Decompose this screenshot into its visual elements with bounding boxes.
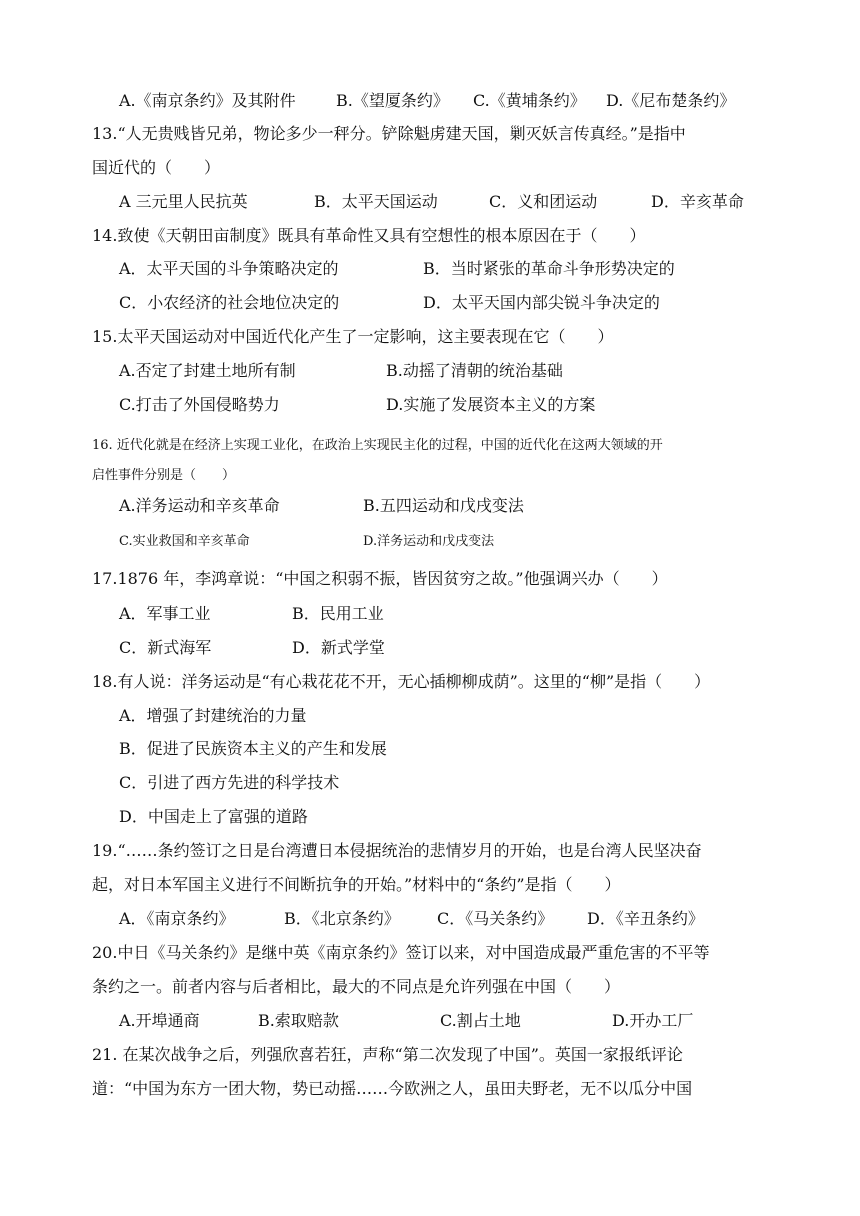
q19-option-b: B．《北京条约》 <box>284 909 400 928</box>
q17-stem: 17.1876 年，李鸿章说：“中国之积弱不振，皆因贫穷之故。”他强调兴办（ ） <box>92 569 668 588</box>
q12-option-b: B.《望厦条约》 <box>336 91 449 110</box>
q18-option-d: D．中国走上了富强的道路 <box>119 807 308 826</box>
q17-option-c: C．新式海军 <box>119 638 212 657</box>
q14-stem: 14.致使《天朝田亩制度》既具有革命性又具有空想性的根本原因在于（ ） <box>92 226 646 245</box>
q13-option-b: B．太平天国运动 <box>314 192 438 211</box>
q20-option-b: B.索取赔款 <box>258 1011 339 1030</box>
q15-option-b: B.动摇了清朝的统治基础 <box>386 361 563 380</box>
q16-option-a: A.洋务运动和辛亥革命 <box>119 496 280 515</box>
q21-stem-line1: 21. 在某次战争之后，列强欣喜若狂，声称“第二次发现了中国”。英国一家报纸评论 <box>92 1045 683 1064</box>
q19-option-c: C．《马关条约》 <box>437 909 554 928</box>
q12-option-c: C.《黄埔条约》 <box>473 91 586 110</box>
q18-option-b: B．促进了民族资本主义的产生和发展 <box>119 739 387 758</box>
q14-option-b: B．当时紧张的革命斗争形势决定的 <box>423 259 675 278</box>
q20-option-d: D.开办工厂 <box>612 1011 694 1030</box>
q20-option-c: C.割占土地 <box>440 1011 521 1030</box>
q15-option-c: C.打击了外国侵略势力 <box>119 395 280 414</box>
q14-option-c: C．小农经济的社会地位决定的 <box>119 293 340 312</box>
q19-option-d: D．《辛丑条约》 <box>587 909 704 928</box>
q19-option-a: A．《南京条约》 <box>119 909 235 928</box>
q17-option-a: A．军事工业 <box>119 604 211 623</box>
q13-option-c: C．义和团运动 <box>489 192 598 211</box>
q16-option-d: D.洋务运动和戊戌变法 <box>363 534 495 549</box>
q15-option-d: D.实施了发展资本主义的方案 <box>386 395 596 414</box>
q17-option-b: B．民用工业 <box>292 604 384 623</box>
q13-option-d: D．辛亥革命 <box>651 192 744 211</box>
q17-option-d: D．新式学堂 <box>292 638 385 657</box>
q12-option-d: D.《尼布楚条约》 <box>606 91 736 110</box>
q15-stem: 15.太平天国运动对中国近代化产生了一定影响，这主要表现在它（ ） <box>92 327 614 346</box>
q14-option-a: A．太平天国的斗争策略决定的 <box>119 259 339 278</box>
q21-stem-line2: 道：“中国为东方一团大物，势已动摇……今欧洲之人，虽田夫野老，无不以瓜分中国 <box>92 1079 693 1098</box>
q20-stem-line1: 20.中日《马关条约》是继中英《南京条约》签订以来，对中国造成最严重危害的不平等 <box>92 943 710 962</box>
q12-option-a: A.《南京条约》及其附件 <box>119 91 296 110</box>
q16-stem-line2: 启性事件分别是（ ） <box>92 468 236 483</box>
q19-stem-line2: 起，对日本军国主义进行不间断抗争的开始。”材料中的“条约”是指（ ） <box>92 875 621 894</box>
q18-option-a: A．增强了封建统治的力量 <box>119 706 307 725</box>
q13-stem-line2: 国近代的（ ） <box>92 158 221 177</box>
q15-option-a: A.否定了封建土地所有制 <box>119 361 296 380</box>
q19-stem-line1: 19.“……条约签订之日是台湾遭日本侵据统治的悲情岁月的开始，也是台湾人民坚决奋 <box>92 841 702 860</box>
q18-option-c: C．引进了西方先进的科学技术 <box>119 773 340 792</box>
q18-stem: 18.有人说：洋务运动是“有心栽花花不开，无心插柳柳成荫”。这里的“柳”是指（ ） <box>92 672 711 691</box>
q16-stem-line1: 16. 近代化就是在经济上实现工业化，在政治上实现民主化的过程，中国的近代化在这两大领域的开 <box>92 438 663 453</box>
q13-option-a: A 三元里人民抗英 <box>119 192 248 211</box>
q16-option-b: B.五四运动和戊戌变法 <box>363 496 524 515</box>
q20-option-a: A.开埠通商 <box>119 1011 200 1030</box>
q13-stem-line1: 13.“人无贵贱皆兄弟，物论多少一秤分。铲除魁虏建天国，剿灭妖言传真经。”是指中 <box>92 124 686 143</box>
q14-option-d: D．太平天国内部尖锐斗争决定的 <box>423 293 660 312</box>
q20-stem-line2: 条约之一。前者内容与后者相比，最大的不同点是允许列强在中国（ ） <box>92 977 621 996</box>
q16-option-c: C.实业救国和辛亥革命 <box>119 534 250 549</box>
